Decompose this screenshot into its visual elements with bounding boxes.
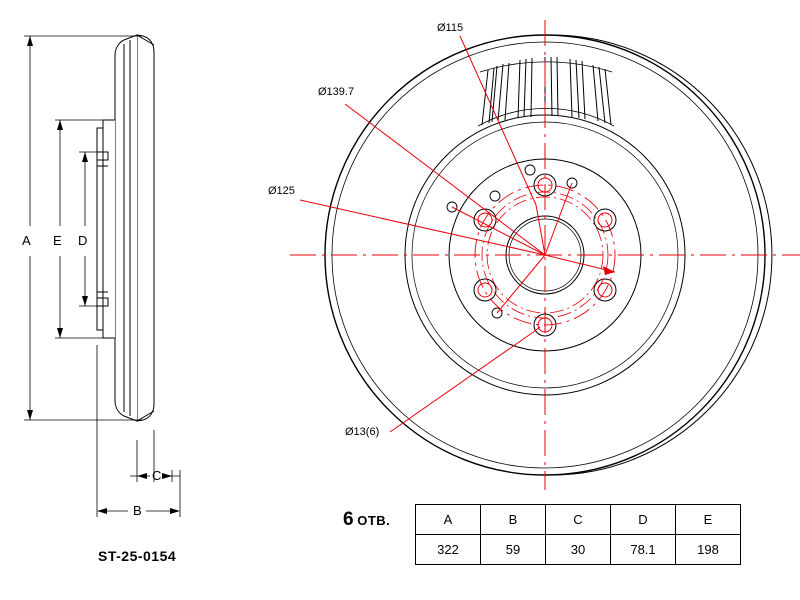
callout-d139-7 — [318, 86, 354, 98]
callout-text: Ø125 — [268, 185, 295, 197]
table-row-headers — [341, 505, 741, 535]
value-d: 78.1 — [611, 535, 676, 565]
holes-word: ОТВ. — [357, 512, 391, 528]
callout-d115 — [437, 22, 463, 34]
section-label-text: E — [53, 233, 62, 248]
section-label-text: D — [78, 233, 88, 248]
callout-text: Ø115 — [437, 22, 464, 34]
header-c: C — [546, 505, 611, 535]
header-d: D — [611, 505, 676, 535]
value-c: 30 — [546, 535, 611, 565]
part-number-label — [98, 548, 176, 564]
side-section-view — [97, 35, 154, 421]
callout-d13-6 — [345, 426, 379, 438]
callout-text: Ø139.7 — [318, 86, 355, 98]
part-number-text: ST-25-0154 — [98, 548, 177, 564]
callout-d125 — [268, 185, 295, 197]
holes-count: 6 — [343, 508, 354, 530]
value-e: 198 — [676, 535, 741, 565]
spacer-cell — [341, 535, 416, 565]
section-label-a — [22, 233, 31, 248]
callout-text: Ø13(6) — [345, 426, 380, 438]
section-label-e — [53, 233, 62, 248]
value-b: 59 — [481, 535, 546, 565]
section-label-b — [133, 503, 142, 518]
table-row-values — [341, 535, 741, 565]
header-b: B — [481, 505, 546, 535]
section-label-c — [152, 468, 161, 483]
section-label-text: C — [152, 468, 162, 483]
holes-cell — [341, 505, 416, 535]
header-e: E — [676, 505, 741, 535]
section-label-d — [78, 233, 87, 248]
specification-table — [341, 504, 741, 565]
section-label-text: B — [133, 503, 142, 518]
value-a: 322 — [416, 535, 481, 565]
header-a: A — [416, 505, 481, 535]
section-label-text: A — [22, 233, 31, 248]
